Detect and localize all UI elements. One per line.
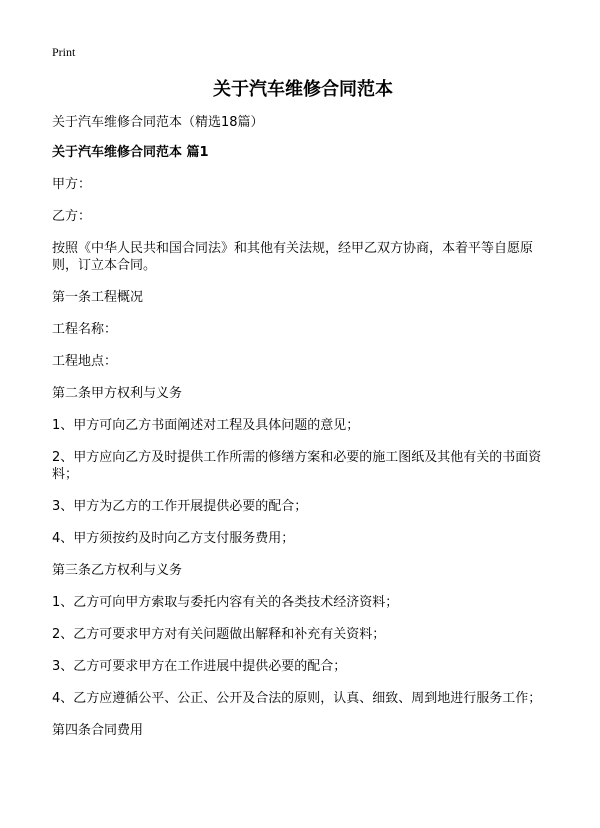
article-2-item-3: 3、甲方为乙方的工作开展提供必要的配合； — [52, 499, 308, 514]
party-a-line: 甲方： — [52, 177, 92, 192]
document-title: 关于汽车维修合同范本 — [213, 79, 393, 100]
preamble-paragraph: 按照《中华人民共和国合同法》和其他有关法规，经甲乙双方协商，本着平等自愿原则，订立本合同。 — [52, 241, 534, 273]
article-3-heading: 第三条乙方权利与义务 — [52, 563, 183, 578]
project-location-line: 工程地点： — [52, 354, 118, 369]
article-1-heading: 第一条工程概况 — [52, 290, 144, 305]
article-3-item-2: 2、乙方可要求甲方对有关问题做出解释和补充有关资料； — [52, 627, 386, 642]
article-3-item-1: 1、乙方可向甲方索取与委托内容有关的各类技术经济资料； — [52, 595, 399, 610]
article-2-item-2: 2、甲方应向乙方及时提供工作所需的修缮方案和必要的施工图纸及其他有关的书面资料； — [52, 450, 542, 482]
party-b-line: 乙方： — [52, 209, 92, 224]
document-subtitle: 关于汽车维修合同范本（精选18篇） — [52, 115, 264, 130]
article-4-heading: 第四条合同费用 — [52, 723, 144, 738]
article-2-item-4: 4、甲方须按约及时向乙方支付服务费用； — [52, 531, 295, 546]
article-2-item-1: 1、甲方可向乙方书面阐述对工程及具体问题的意见； — [52, 418, 360, 433]
article-3-item-3: 3、乙方可要求甲方在工作进展中提供必要的配合； — [52, 659, 347, 674]
print-link[interactable]: Print — [52, 45, 76, 59]
project-name-line: 工程名称： — [52, 322, 118, 337]
section-heading: 关于汽车维修合同范本 篇1 — [52, 145, 209, 160]
article-3-item-4: 4、乙方应遵循公平、公正、公开及合法的原则，认真、细致、周到地进行服务工作； — [52, 691, 542, 706]
article-2-heading: 第二条甲方权利与义务 — [52, 386, 183, 401]
